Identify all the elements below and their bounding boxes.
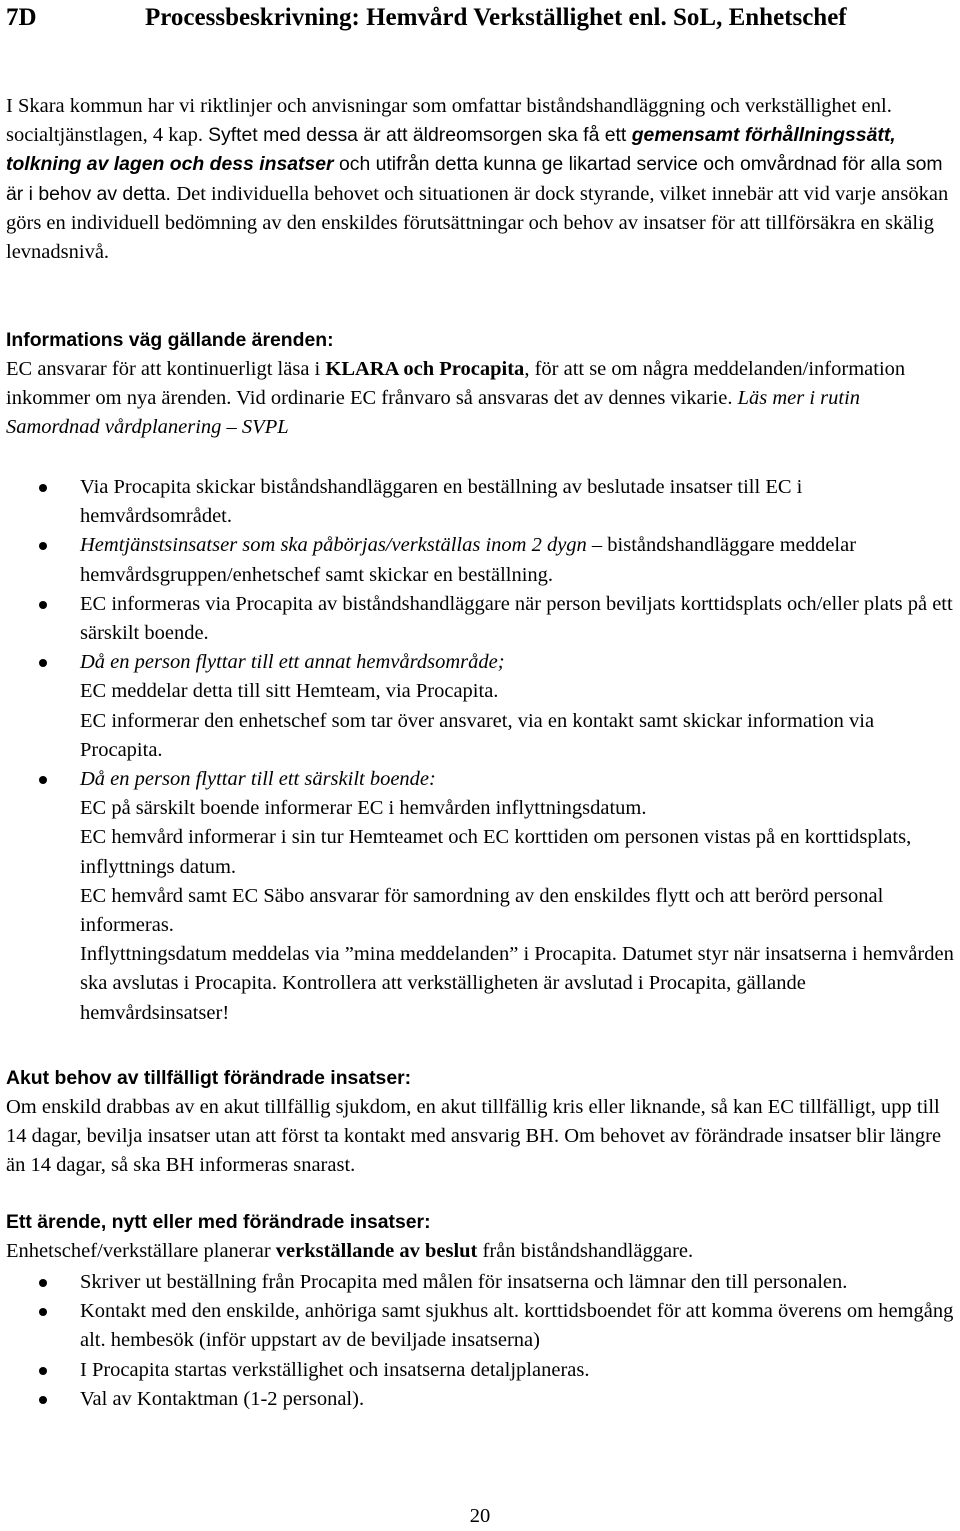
info-heading: Informations väg gällande ärenden: [6,329,334,351]
intro-text-4: och utifrån detta kunna ge likartad service och omvårdnad för alla som är i behov av detta. [6,153,943,205]
intro-emphasis: gemensamt förhållningssätt, tolkning av lagen och dess insatser [6,124,896,176]
info-italic-reference: Läs mer i rutin Samordnad vårdplanering – SVPL [6,387,861,439]
info-bold: KLARA och Procapita [325,358,525,380]
info-bullet-list [0,473,955,1028]
list-item: EC informeras via Procapita av biståndshandläggare när person beviljats korttidsplats och/eller plats på ett särskilt boende. [0,590,955,648]
list-item: Skriver ut beställning från Procapita med målen för insatserna och lämnar den till personalen. [0,1268,955,1297]
intro-text-1: I Skara kommun har vi riktlinjer och anvisningar som omfattar biståndshandläggning och verkställighet enl. socialtjänstlagen, 4 kap. [6,95,892,147]
acute-paragraph: Om enskild drabbas av en akut tillfällig sjukdom, en akut tillfällig kris eller liknande, så kan EC tillfälligt, upp till 14 dagar, bevilja insatser utan att först ta kontakt med ansvarig BH. Om behovet av förändrade insatser blir längre än 14 dagar, så ska BH informeras snarast. [6,1096,942,1177]
case-heading: Ett ärende, nytt eller med förändrade insatser: [6,1211,431,1233]
case-bullet-list [0,1268,955,1414]
case-paragraph: Enhetschef/verkställare planerar verkställande av beslut från biståndshandläggare. [6,1240,694,1262]
page-number: 20 [469,1505,491,1527]
intro-text-5: Det individuella behovet och situationen är dock styrande, vilket innebär att vid varje ansökan görs en individuell bedömning av den enskildes förutsättningar och behov av insatser för att tillförsäkra en skälig levnadsnivå. [6,182,949,264]
info-text-1: EC ansvarar för att kontinuerligt läsa i [6,358,326,380]
list-item: Då en person flyttar till ett särskilt boende: EC på särskilt boende informerar EC i hemvården inflyttningsdatum. EC hemvård informerar i sin tur Hemteamet och EC korttiden om personen vistas på en korttidsplats, inflyttnings datum. EC hemvård samt EC Säbo ansvarar för samordning av den enskildes flytt och att berörd personal informeras. Inflyttningsdatum meddelas via ”mina meddelanden” i Procapita. Datumet styr när insatserna i hemvården ska avslutas i Procapita. Kontrollera att verkställigheten är avslutad i Procapita, gällande hemvårdsinsatser! [0,765,955,1028]
list-item: Då en person flyttar till ett annat hemvårdsområde; EC meddelar detta till sitt Hemteam, via Procapita. EC informerar den enhetschef som tar över ansvaret, via en kontakt samt skickar information via Procapita. [0,648,955,765]
list-item: Val av Kontaktman (1-2 personal). [0,1385,955,1414]
list-item: I Procapita startas verkställighet och insatserna detaljplaneras. [0,1356,955,1385]
list-item: Hemtjänstsinsatser som ska påbörjas/verkställas inom 2 dygn – biståndshandläggare meddelar hemvårdsgruppen/enhetschef samt skickar en beställning. [0,531,955,589]
section-title: Processbeskrivning: Hemvård Verkställighet enl. SoL, Enhetschef [145,4,847,31]
list-item: Kontakt med den enskilde, anhöriga samt sjukhus alt. korttidsboendet för att komma överens om hemgång alt. hembesök (inför uppstart av de beviljade insatserna) [0,1297,955,1355]
section-number: 7D [6,4,37,31]
info-text-2: , för att se om några meddelanden/information inkommer om nya ärenden. Vid ordinarie EC frånvaro så ansvaras det av dennes vikarie. [6,358,906,410]
intro-text-2: Syftet med dessa är att äldreomsorgen ska få ett [208,124,632,147]
acute-heading: Akut behov av tillfälligt förändrade insatser: [6,1067,412,1089]
info-paragraph [6,355,954,443]
intro-paragraph [6,92,954,267]
list-item: Via Procapita skickar biståndshandläggaren en beställning av beslutade insatser till EC i hemvårdsområdet. [0,473,955,531]
